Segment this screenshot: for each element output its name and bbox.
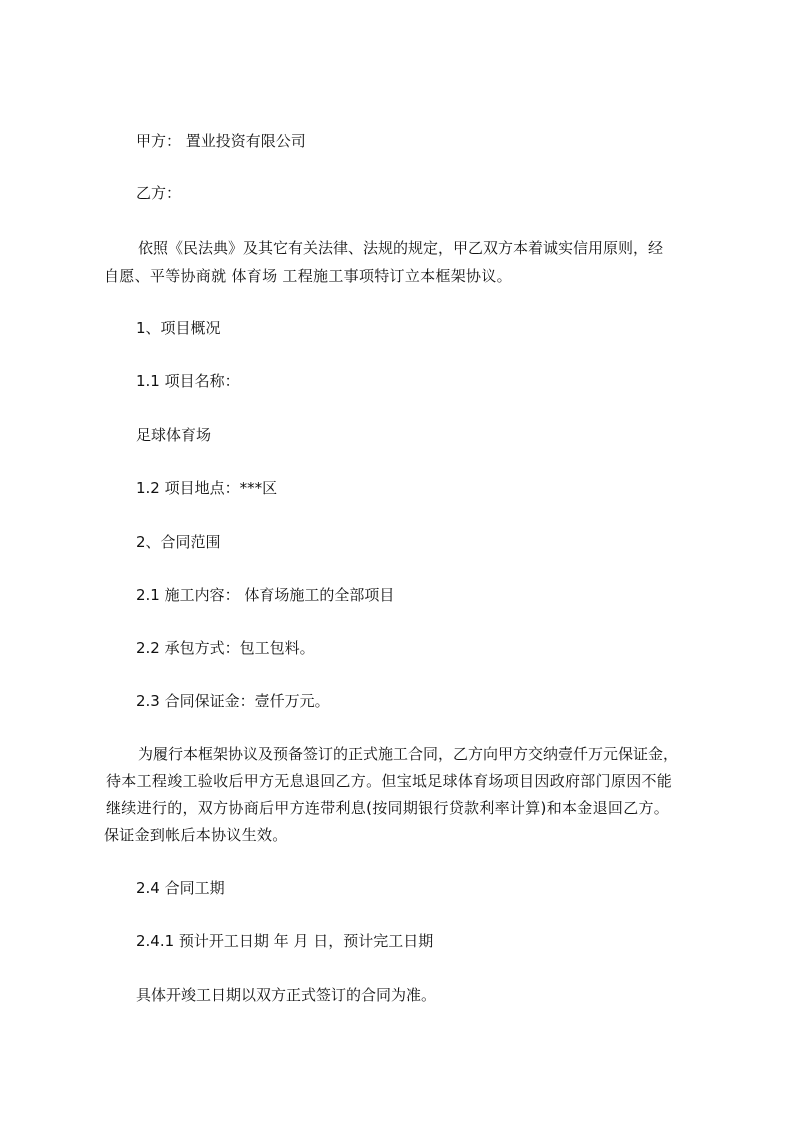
deposit-paragraph-line-2: 待本工程竣工验收后甲方无息退回乙方。但宝坻足球体育场项目因政府部门原因不能 bbox=[106, 772, 673, 790]
item-2-2: 2.2 承包方式：包工包料。 bbox=[136, 639, 315, 657]
item-2-1: 2.1 施工内容： 体育场施工的全部项目 bbox=[136, 586, 395, 604]
section-2-heading: 2、合同范围 bbox=[136, 533, 221, 551]
party-b-line: 乙方： bbox=[136, 184, 182, 202]
deposit-paragraph-line-3: 继续进行的，双方协商后甲方连带利息(按同期银行贷款利率计算)和本金退回乙方。 bbox=[106, 799, 670, 817]
item-1-2: 1.2 项目地点：***区 bbox=[136, 479, 278, 497]
project-name: 足球体育场 bbox=[136, 426, 212, 444]
deposit-paragraph-line-1: 为履行本框架协议及预备签订的正式施工合同，乙方向甲方交纳壹仟万元保证金， bbox=[138, 745, 679, 763]
item-2-4: 2.4 合同工期 bbox=[136, 879, 225, 897]
intro-paragraph-line-1: 依照《民法典》及其它有关法律、法规的规定，甲乙双方本着诚实信用原则，经 bbox=[138, 239, 664, 257]
final-note: 具体开竣工日期以双方正式签订的合同为准。 bbox=[136, 986, 437, 1004]
item-2-3: 2.3 合同保证金：壹仟万元。 bbox=[136, 692, 330, 710]
section-1-heading: 1、项目概况 bbox=[136, 319, 221, 337]
intro-paragraph-line-2: 自愿、平等协商就 体育场 工程施工事项特订立本框架协议。 bbox=[104, 267, 512, 285]
item-2-4-1: 2.4.1 预计开工日期 年 月 日，预计完工日期 bbox=[136, 932, 434, 950]
party-a-line: 甲方： 置业投资有限公司 bbox=[136, 132, 306, 150]
item-1-1: 1.1 项目名称： bbox=[136, 372, 240, 390]
deposit-paragraph-line-4: 保证金到帐后本协议生效。 bbox=[104, 826, 288, 844]
